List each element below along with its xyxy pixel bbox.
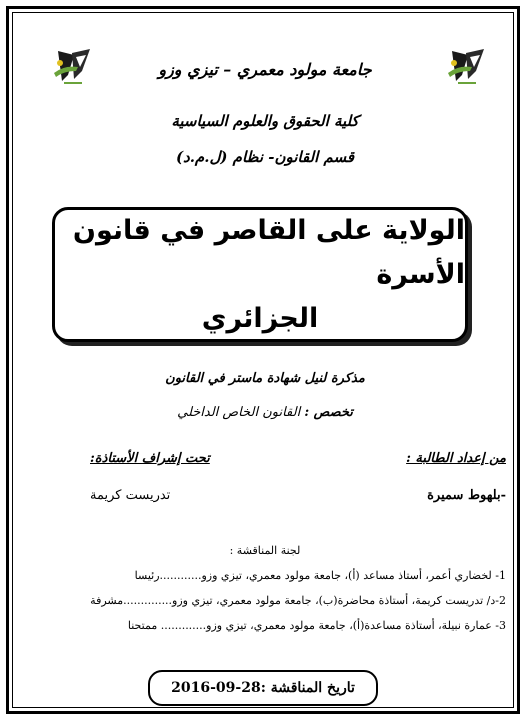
committee-title: لجنة المناقشة : xyxy=(229,544,301,557)
specialty xyxy=(0,405,530,420)
thesis-title-line-1: الولاية على القاصر في قانون الأسرة xyxy=(72,214,465,290)
specialty-label: تخصص : xyxy=(304,405,353,420)
department-name: قسم القانون- نظام (ل.م.د) xyxy=(175,148,355,166)
faculty-name: كلية الحقوق والعلوم السياسية xyxy=(171,112,359,130)
specialty-value: القانون الخاص الداخلي xyxy=(177,405,301,420)
student-name: -بلهوط سميرة xyxy=(427,488,506,503)
thesis-purpose: مذكرة لنيل شهادة ماستر في القانون xyxy=(165,371,365,386)
committee-member: 1- لخضاري أعمر، أستاذ مساعد (أ)، جامعة مولود معمري، تيزي وزو............رئيسا xyxy=(134,569,506,582)
thesis-title-box xyxy=(52,207,468,342)
thesis-title-line-2: الجزائري xyxy=(201,302,319,334)
committee-member: 2-د/ تدريست كريمة، أستاذة محاضرة(ب)، جامعة مولود معمري، تيزي وزو..............مشرفة xyxy=(90,594,506,607)
committee-member: 3- عمارة نبيلة، أستاذة مساعدة(أ)، جامعة مولود معمري، تيزي وزو............. ممتحنا xyxy=(127,619,506,632)
university-name: جامعة مولود معمري – تيزي وزو xyxy=(158,60,372,79)
prepared-by-label: من إعداد الطالبة : xyxy=(406,451,506,466)
supervisor-name: تدريست كريمة xyxy=(90,488,171,503)
defense-date: تاريخ المناقشة :28-09-2016 xyxy=(148,670,378,706)
supervised-by-label: تحت إشراف الأستاذة: xyxy=(90,451,210,466)
